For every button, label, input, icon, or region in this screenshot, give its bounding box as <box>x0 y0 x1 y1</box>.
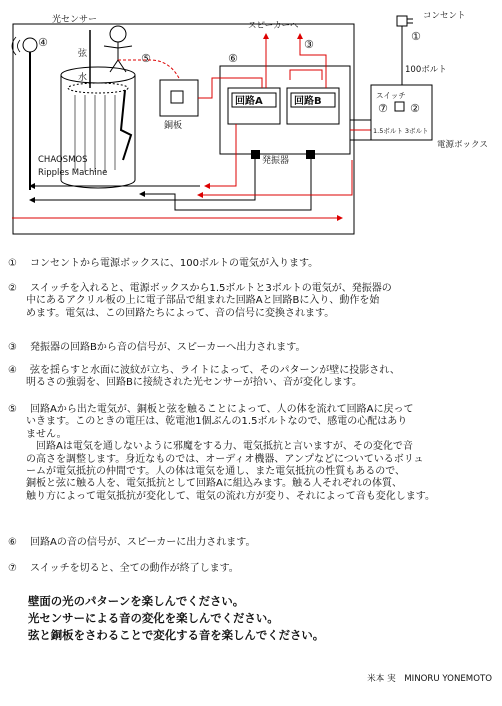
item-5 <box>8 404 496 503</box>
item-line: 弦を揺らすと水面に波紋が立ち、ライトによって、そのパターンが壁に投影され、 <box>30 365 400 376</box>
item-4 <box>8 365 496 390</box>
item-line: スイッチを切ると、全ての動作が終了します。 <box>30 563 239 574</box>
volts-small-label: 1.5ボルト 3ボルト <box>373 127 429 135</box>
item-line: コンセントから電源ボックスに、100ボルトの電気が入ります。 <box>30 258 319 269</box>
marker-4: ④ <box>38 36 48 49</box>
item-num: ④ <box>8 365 17 376</box>
copper-plate <box>160 80 198 116</box>
power-box-label: 電源ボックス <box>437 140 488 150</box>
jack-a <box>251 150 260 159</box>
item-line: ません。 <box>26 428 67 440</box>
item-line: スイッチを入れると、電源ボックスから1.5ボルトと3ボルトの電気が、発振器の <box>30 283 392 294</box>
circuit-b-label: 回路B <box>294 96 322 107</box>
string-label: 弦 <box>78 49 88 59</box>
item-line: 回路Aの音の信号が、スピーカーに出力されます。 <box>30 537 256 548</box>
item-line: 発振器の回路Bから音の信号が、スピーカーへ出力されます。 <box>30 342 306 353</box>
marker-1: ① <box>411 30 421 43</box>
light-sensor <box>12 37 37 190</box>
item-line: めます。電気は、この回路たちによって、音の信号に変換されます。 <box>26 307 335 319</box>
machine-label-line1: CHAOSMOS <box>38 155 88 165</box>
closing-line: 壁面の光のパターンを楽しんでください。 <box>28 594 245 608</box>
item-line: の高さを調整します。身近なものでは、オーディオ機器、アンプなどについているボリュ <box>26 453 424 465</box>
marker-6: ⑥ <box>228 52 238 65</box>
power-switch <box>395 102 404 111</box>
item-num: ③ <box>8 342 17 353</box>
item-2 <box>8 283 496 320</box>
light-sensor-label: 光センサー <box>52 15 98 25</box>
item-line: いきます。このときの電圧は、乾電池1個ぶんの1.5ボルトなので、感電の心配はあり <box>26 416 408 428</box>
jack-b <box>306 150 315 159</box>
item-line: 銅板と弦に触る人を、電気抵抗として回路Aに組込みます。触る人それぞれの体質、 <box>26 478 403 490</box>
marker-3: ③ <box>304 38 314 51</box>
item-1 <box>8 258 496 270</box>
signature: 米本 実 MINORU YONEMOTO <box>367 674 492 684</box>
item-line: 触り方によって電気抵抗が変化して、電気の流れ方が変り、それによって音も変化します。 <box>26 490 435 502</box>
water-label: 水 <box>78 73 88 83</box>
machine-label-line2: Ripples Machine <box>38 168 108 178</box>
marker-5: ⑤ <box>141 52 151 65</box>
marker-2: ② <box>410 102 420 115</box>
to-speaker-label: スピーカーへ <box>248 21 299 31</box>
item-num: ① <box>8 258 17 269</box>
item-3 <box>8 342 496 354</box>
item-line: 明るさの強弱を、回路Bに接続された光センサーが拾い、音が変化します。 <box>26 377 363 389</box>
item-line: 回路Aから出た電気が、銅板と弦を触ることによって、人の体を流れて回路Aに戻って <box>30 404 414 415</box>
circuit-a-label: 回路A <box>235 96 263 107</box>
item-7 <box>8 563 496 575</box>
item-num: ⑤ <box>8 404 17 415</box>
closing-line: 弦と銅板をさわることで変化する音を楽しんでください。 <box>28 628 325 642</box>
item-line: ームが電気抵抗の仲間です。人の体は電気を通し、また電気抵抗の性質もあるので、 <box>26 466 405 478</box>
item-num: ② <box>8 283 17 294</box>
closing-messages <box>28 593 324 644</box>
switch-label: スイッチ <box>376 91 406 100</box>
copper-plate-label: 銅板 <box>164 121 183 131</box>
person-figure <box>104 26 132 72</box>
closing-line: 光センサーによる音の変化を楽しんでください。 <box>28 611 279 625</box>
circuit-diagram <box>0 0 502 250</box>
item-6 <box>8 537 496 549</box>
marker-7: ⑦ <box>378 102 388 115</box>
item-line: 回路Aは電気を通しないように邪魔をする力、電気抵抗と言いますが、その変化で音 <box>26 441 413 453</box>
oscillator-label: 発振器 <box>262 156 290 166</box>
item-line: 中にあるアクリル板の上に電子部品で組まれた回路Aと回路Bに入り、動作を始 <box>26 295 380 307</box>
volt-100-label: 100ボルト <box>405 65 447 75</box>
item-num: ⑦ <box>8 563 17 574</box>
outlet-label: コンセント <box>423 11 466 21</box>
item-num: ⑥ <box>8 537 17 548</box>
